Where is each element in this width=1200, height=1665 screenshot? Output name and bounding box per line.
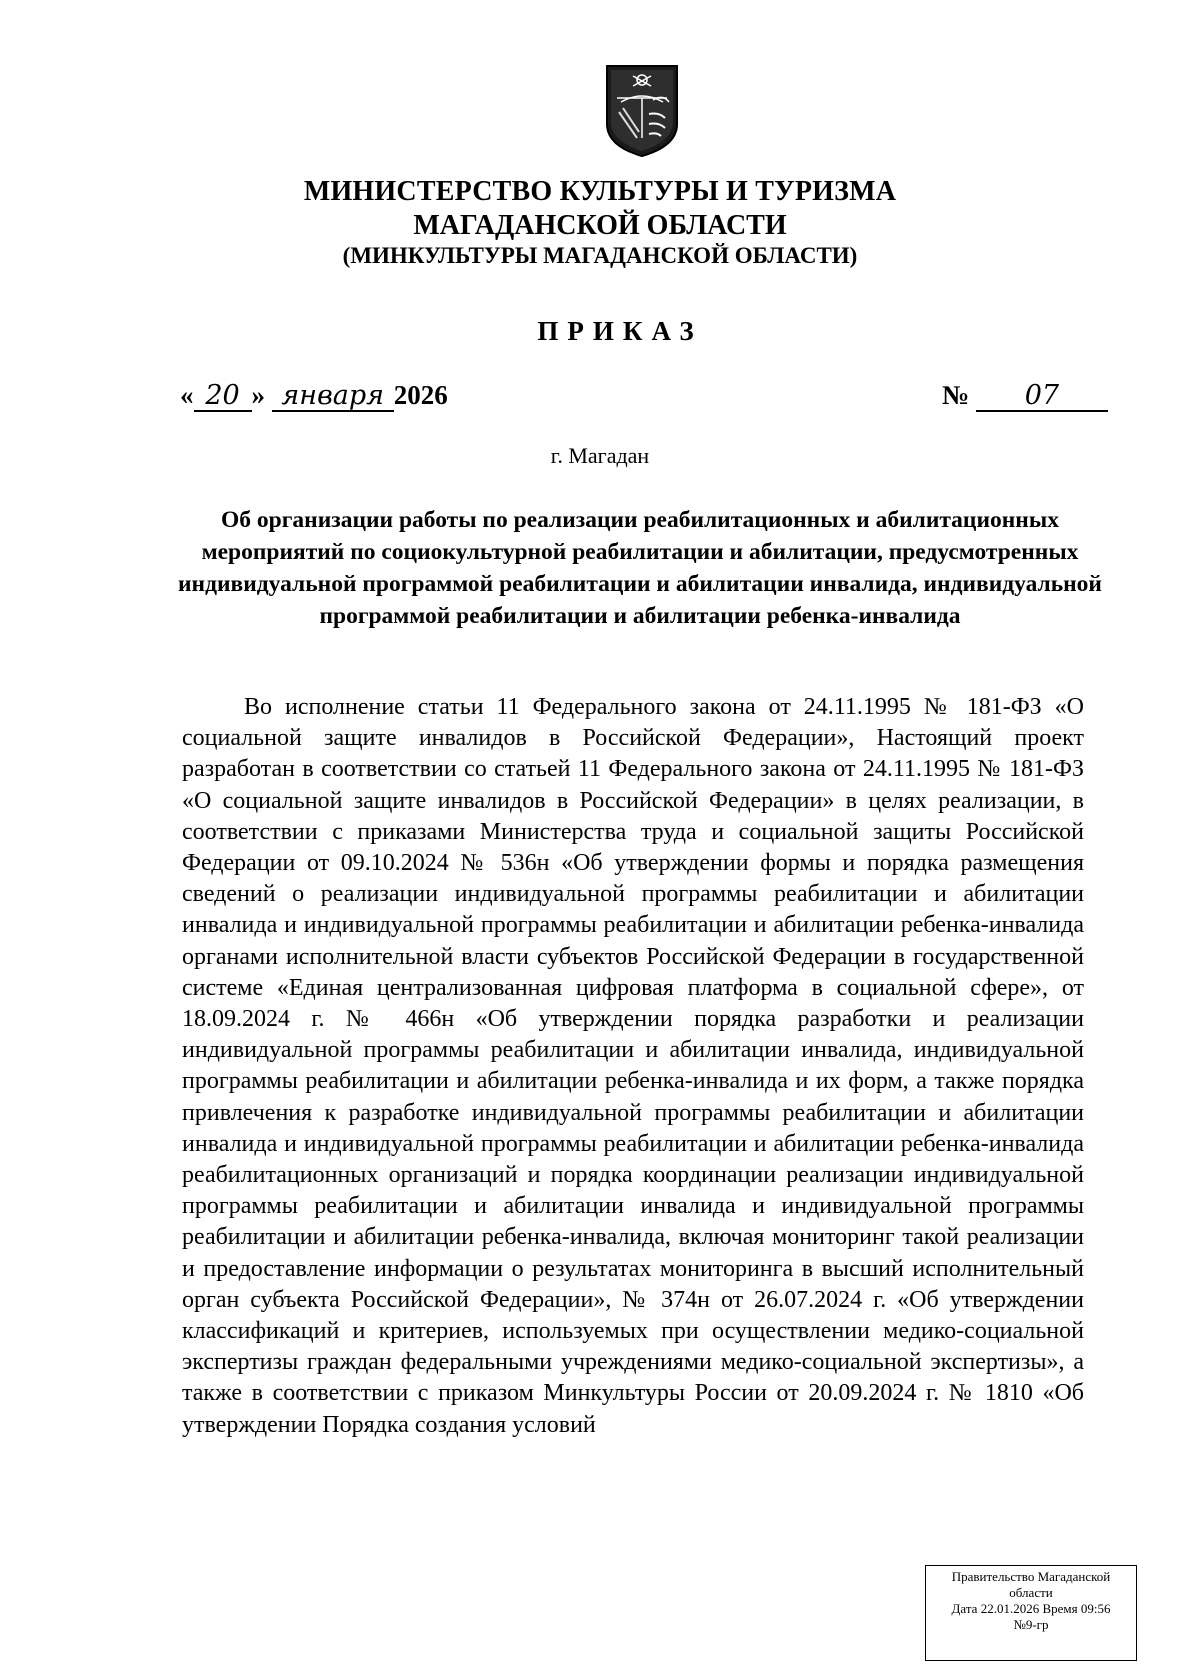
ministry-short-name: (МИНКУЛЬТУРЫ МАГАДАНСКОЙ ОБЛАСТИ) xyxy=(342,243,858,268)
stamp-line3: Дата 22.01.2026 Время 09:56 xyxy=(951,1601,1111,1616)
coat-of-arms-icon xyxy=(603,62,681,158)
date-day: 20 xyxy=(194,382,252,412)
document-date xyxy=(180,380,448,412)
date-month: января xyxy=(272,382,394,412)
document-number xyxy=(942,380,1108,412)
date-year: 2026 xyxy=(393,380,448,410)
registration-stamp xyxy=(925,1565,1137,1661)
date-close-quote: » xyxy=(251,380,265,410)
document-type: ПРИКАЗ xyxy=(537,316,703,346)
stamp-line1: Правительство Магаданской xyxy=(951,1569,1111,1584)
document-city: г. Магадан xyxy=(550,443,650,468)
ministry-name-line1: МИНИСТЕРСТВО КУЛЬТУРЫ И ТУРИЗМА xyxy=(303,176,897,207)
date-open-quote: « xyxy=(180,380,194,410)
stamp-line4: №9-гр xyxy=(1013,1617,1049,1632)
document-body: Во исполнение статьи 11 Федерального закона от 24.11.1995 № 181-ФЗ «О социальной защите инвалидов в Российской Федерации», Настоящий проект разработан в соответствии со статьей 11 Федерального закона от 24.11.1995 № 181-ФЗ «О социальной защите инвалидов в Российской Федерации» в целях реализации, в соответствии с приказами Министерства труда и социальной защиты Российской Федерации от 09.10.2024 № 536н «Об утверждении формы и порядка размещения сведений о реализации индивидуальной программы реабилитации и абилитации инвалида и индивидуальной программы реабилитации и абилитации ребенка-инвалида органами исполнительной власти субъектов Российской Федерации в государственной системе «Единая централизованная цифровая платформа в социальной сфере», от 18.09.2024 г. № 466н «Об утверждении порядка разработки и реализации индивидуальной программы реабилитации и абилитации инвалида, индивидуальной программы реабилитации и абилитации ребенка-инвалида и их форм, а также порядка привлечения к разработке индивидуальной программы реабилитации и абилитации инвалида и индивидуальной программы реабилитации и абилитации ребенка-инвалида реабилитационных организаций и порядка координации реализации индивидуальной программы реабилитации и абилитации инвалида и индивидуальной программы реабилитации и абилитации ребенка-инвалида, включая мониторинг такой реализации и предоставление информации о результатах мониторинга в высший исполнительный орган субъекта Российской Федерации», № 374н от 26.07.2024 г. «Об утверждении классификаций и критериев, используемых при осуществлении медико-социальной экспертизы граждан федеральными учреждениями медико-социальной экспертизы», а также в соответствии с приказом Минкультуры России от 20.09.2024 г. № 1810 «Об утверждении Порядка создания условий xyxy=(182,694,1084,1438)
ministry-name-line2: МАГАДАНСКОЙ ОБЛАСТИ xyxy=(413,210,787,241)
number-label: № xyxy=(942,380,970,410)
stamp-line2: области xyxy=(1009,1585,1053,1600)
number-value: 07 xyxy=(976,382,1108,412)
document-title: Об организации работы по реализации реабилитационных и абилитационных мероприятий по социокультурной реабилитации и абилитации, предусмотренных индивидуальной программой реабилитации и абилитации инвалида, индивидуальной программой реабилитации и абилитации ребенка-инвалида xyxy=(178,507,1102,629)
